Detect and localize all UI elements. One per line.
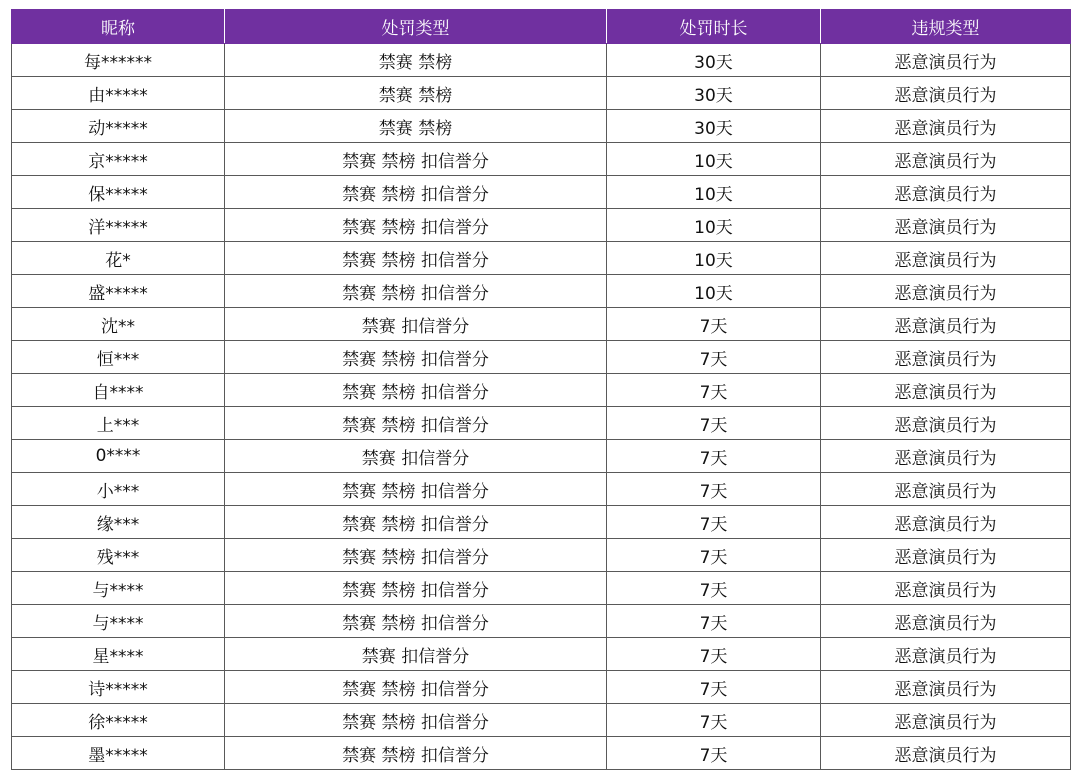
cell-nickname: 自****: [12, 374, 225, 407]
cell-penalty-type: 禁赛 禁榜: [225, 44, 607, 77]
table-row: [12, 77, 1071, 110]
cell-penalty-duration: 7天: [607, 704, 821, 737]
table-row: [12, 605, 1071, 638]
cell-nickname: 诗*****: [12, 671, 225, 704]
table-row: [12, 638, 1071, 671]
table-row: [12, 506, 1071, 539]
cell-nickname: 与****: [12, 572, 225, 605]
table-row: [12, 275, 1071, 308]
table-row: [12, 44, 1071, 77]
cell-penalty-duration: 7天: [607, 671, 821, 704]
table-header: [12, 10, 1071, 44]
cell-violation-type: 恶意演员行为: [821, 506, 1071, 539]
header-violation-type: 违规类型: [821, 10, 1071, 44]
cell-penalty-duration: 10天: [607, 242, 821, 275]
cell-penalty-type: 禁赛 扣信誉分: [225, 638, 607, 671]
cell-violation-type: 恶意演员行为: [821, 440, 1071, 473]
header-nickname: 昵称: [12, 10, 225, 44]
cell-violation-type: 恶意演员行为: [821, 473, 1071, 506]
cell-penalty-duration: 7天: [607, 440, 821, 473]
cell-penalty-type: 禁赛 禁榜: [225, 110, 607, 143]
cell-penalty-type: 禁赛 禁榜 扣信誉分: [225, 737, 607, 770]
table-row: [12, 572, 1071, 605]
cell-violation-type: 恶意演员行为: [821, 242, 1071, 275]
table-row: [12, 110, 1071, 143]
cell-nickname: 由*****: [12, 77, 225, 110]
cell-penalty-duration: 7天: [607, 572, 821, 605]
cell-penalty-duration: 7天: [607, 737, 821, 770]
cell-penalty-type: 禁赛 禁榜 扣信誉分: [225, 209, 607, 242]
table-row: [12, 539, 1071, 572]
cell-penalty-type: 禁赛 禁榜 扣信誉分: [225, 374, 607, 407]
cell-penalty-type: 禁赛 扣信誉分: [225, 440, 607, 473]
table-row: [12, 407, 1071, 440]
table-row: [12, 341, 1071, 374]
cell-nickname: 洋*****: [12, 209, 225, 242]
cell-penalty-type: 禁赛 禁榜 扣信誉分: [225, 704, 607, 737]
cell-nickname: 徐*****: [12, 704, 225, 737]
cell-penalty-duration: 7天: [607, 506, 821, 539]
cell-violation-type: 恶意演员行为: [821, 572, 1071, 605]
cell-nickname: 动*****: [12, 110, 225, 143]
cell-penalty-type: 禁赛 禁榜 扣信誉分: [225, 341, 607, 374]
cell-nickname: 小***: [12, 473, 225, 506]
table-row: [12, 308, 1071, 341]
cell-penalty-type: 禁赛 禁榜: [225, 77, 607, 110]
cell-penalty-type: 禁赛 禁榜 扣信誉分: [225, 275, 607, 308]
cell-penalty-type: 禁赛 禁榜 扣信誉分: [225, 242, 607, 275]
cell-penalty-duration: 7天: [607, 341, 821, 374]
cell-penalty-duration: 30天: [607, 77, 821, 110]
cell-violation-type: 恶意演员行为: [821, 44, 1071, 77]
cell-nickname: 京*****: [12, 143, 225, 176]
cell-nickname: 与****: [12, 605, 225, 638]
table-row: [12, 242, 1071, 275]
cell-nickname: 0****: [12, 440, 225, 473]
cell-violation-type: 恶意演员行为: [821, 176, 1071, 209]
cell-nickname: 花*: [12, 242, 225, 275]
cell-violation-type: 恶意演员行为: [821, 407, 1071, 440]
cell-penalty-type: 禁赛 禁榜 扣信誉分: [225, 572, 607, 605]
cell-violation-type: 恶意演员行为: [821, 209, 1071, 242]
table-row: [12, 671, 1071, 704]
cell-nickname: 残***: [12, 539, 225, 572]
table-row: [12, 176, 1071, 209]
cell-penalty-duration: 30天: [607, 110, 821, 143]
cell-penalty-type: 禁赛 禁榜 扣信誉分: [225, 671, 607, 704]
cell-nickname: 每******: [12, 44, 225, 77]
cell-penalty-duration: 7天: [607, 539, 821, 572]
cell-penalty-type: 禁赛 禁榜 扣信誉分: [225, 506, 607, 539]
cell-violation-type: 恶意演员行为: [821, 275, 1071, 308]
table-row: [12, 374, 1071, 407]
cell-violation-type: 恶意演员行为: [821, 638, 1071, 671]
cell-nickname: 保*****: [12, 176, 225, 209]
cell-violation-type: 恶意演员行为: [821, 308, 1071, 341]
cell-penalty-type: 禁赛 禁榜 扣信誉分: [225, 539, 607, 572]
cell-penalty-type: 禁赛 禁榜 扣信誉分: [225, 605, 607, 638]
cell-violation-type: 恶意演员行为: [821, 737, 1071, 770]
cell-nickname: 上***: [12, 407, 225, 440]
cell-penalty-type: 禁赛 禁榜 扣信誉分: [225, 473, 607, 506]
cell-nickname: 盛*****: [12, 275, 225, 308]
cell-penalty-duration: 10天: [607, 275, 821, 308]
cell-penalty-duration: 7天: [607, 638, 821, 671]
cell-violation-type: 恶意演员行为: [821, 341, 1071, 374]
table-row: [12, 209, 1071, 242]
cell-penalty-duration: 10天: [607, 143, 821, 176]
cell-violation-type: 恶意演员行为: [821, 110, 1071, 143]
cell-nickname: 沈**: [12, 308, 225, 341]
header-row: [12, 10, 1071, 44]
cell-nickname: 星****: [12, 638, 225, 671]
cell-penalty-duration: 7天: [607, 605, 821, 638]
cell-penalty-type: 禁赛 禁榜 扣信誉分: [225, 407, 607, 440]
table-row: [12, 143, 1071, 176]
header-penalty-duration: 处罚时长: [607, 10, 821, 44]
cell-penalty-type: 禁赛 扣信誉分: [225, 308, 607, 341]
cell-penalty-duration: 10天: [607, 209, 821, 242]
cell-violation-type: 恶意演员行为: [821, 77, 1071, 110]
cell-penalty-type: 禁赛 禁榜 扣信誉分: [225, 143, 607, 176]
cell-nickname: 缘***: [12, 506, 225, 539]
cell-violation-type: 恶意演员行为: [821, 374, 1071, 407]
penalty-table: [11, 9, 1071, 770]
table-row: [12, 704, 1071, 737]
cell-violation-type: 恶意演员行为: [821, 539, 1071, 572]
table-row: [12, 473, 1071, 506]
cell-violation-type: 恶意演员行为: [821, 704, 1071, 737]
cell-penalty-duration: 7天: [607, 374, 821, 407]
penalty-table-container: [11, 9, 1070, 770]
cell-nickname: 恒***: [12, 341, 225, 374]
header-penalty-type: 处罚类型: [225, 10, 607, 44]
cell-penalty-type: 禁赛 禁榜 扣信誉分: [225, 176, 607, 209]
cell-penalty-duration: 7天: [607, 308, 821, 341]
cell-violation-type: 恶意演员行为: [821, 605, 1071, 638]
cell-violation-type: 恶意演员行为: [821, 671, 1071, 704]
cell-penalty-duration: 30天: [607, 44, 821, 77]
cell-nickname: 墨*****: [12, 737, 225, 770]
table-row: [12, 737, 1071, 770]
cell-penalty-duration: 7天: [607, 473, 821, 506]
cell-violation-type: 恶意演员行为: [821, 143, 1071, 176]
cell-penalty-duration: 7天: [607, 407, 821, 440]
table-row: [12, 440, 1071, 473]
table-body: [12, 44, 1071, 770]
cell-penalty-duration: 10天: [607, 176, 821, 209]
